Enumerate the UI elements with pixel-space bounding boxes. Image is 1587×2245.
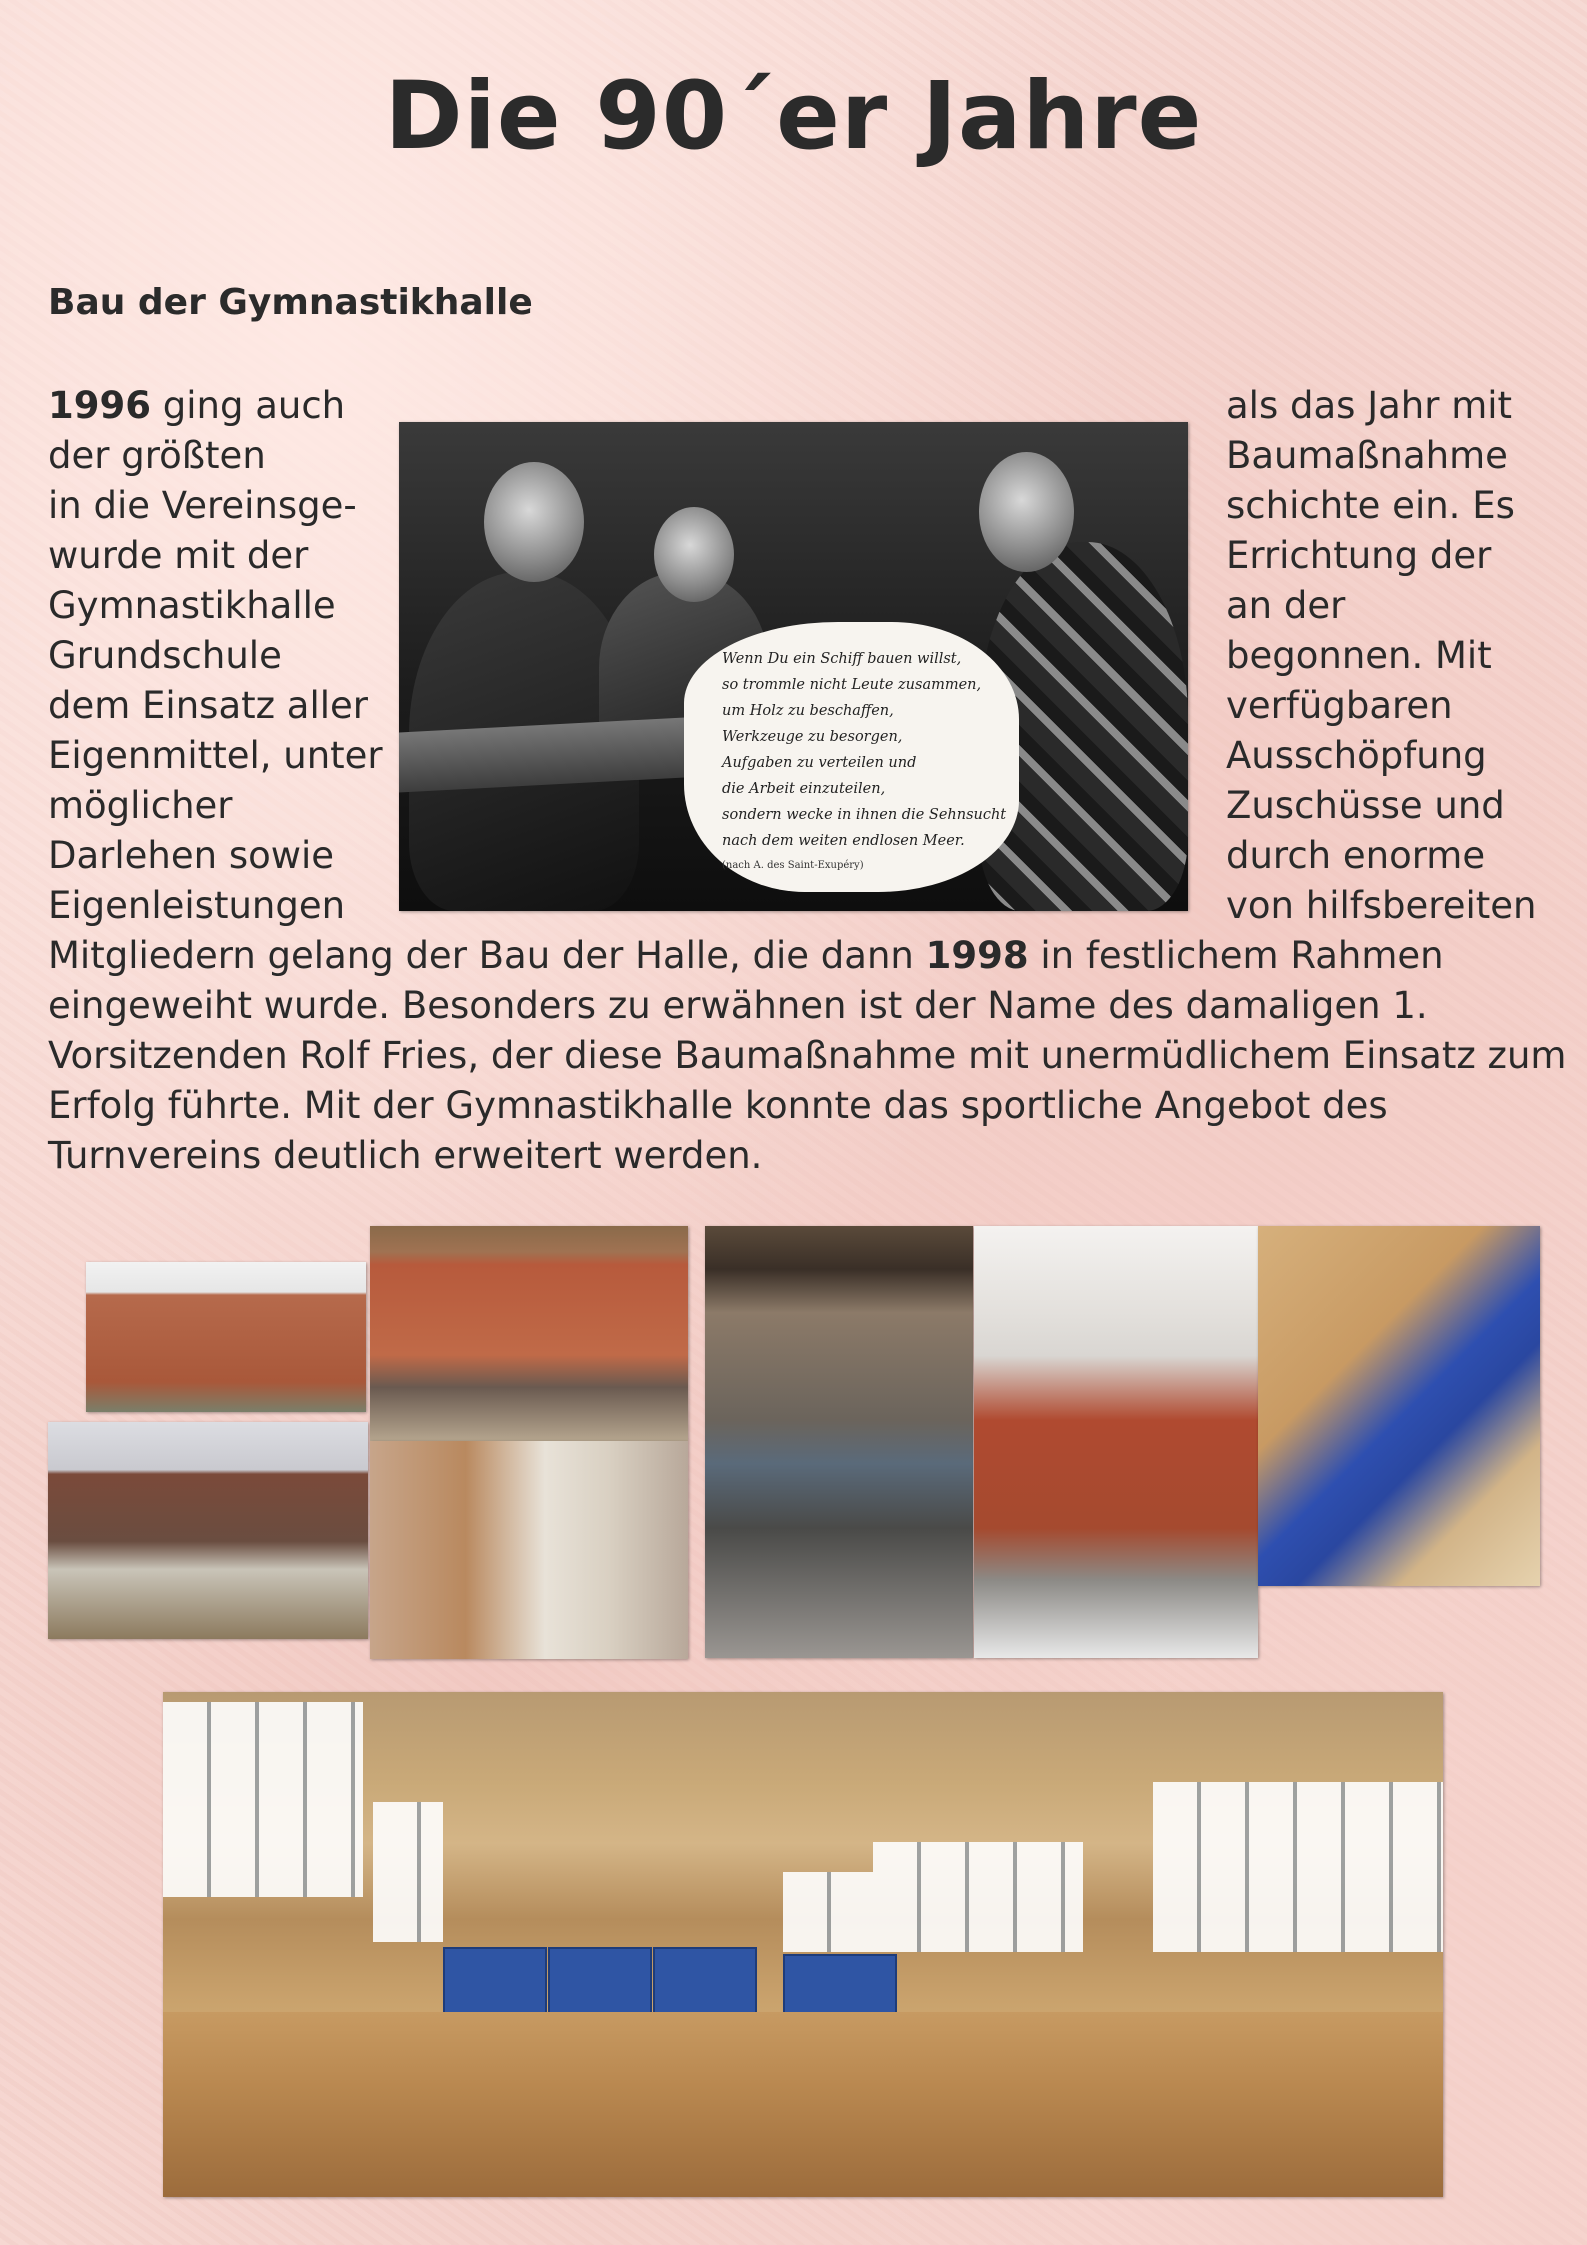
quote-line: Wenn Du ein Schiff bauen willst, [722,651,962,667]
section-heading: Bau der Gymnastikhalle [48,282,533,323]
hall-window [163,1702,363,1897]
quote-line: die Arbeit einzuteilen, [722,781,886,797]
text-line: Erfolg führte. Mit der Gymnastikhalle konnte das sportliche Angebot des [48,1084,1388,1127]
text-line: Errichtung der [1226,534,1492,577]
wall-mat [548,1947,652,2021]
text-line: Vorsitzenden Rolf Fries, der diese Baumaßnahme mit unermüdlichem Einsatz zum [48,1034,1567,1077]
text-line: Eigenmittel, unter [48,734,383,777]
text-line: 1996 ging auch [48,384,346,427]
text-line: Ausschöpfung [1226,734,1487,777]
quote-line: um Holz zu beschaffen, [722,703,894,719]
text-line: möglicher [48,784,233,827]
text-line: Grundschule [48,634,282,677]
text-line: Mitgliedern gelang der Bau der Halle, die dann 1998 in festlichem Rahmen [48,934,1444,977]
text-line: Darlehen sowie [48,834,335,877]
page-title: Die 90´er Jahre [384,62,1203,171]
quote-line: so trommle nicht Leute zusammen, [722,677,982,693]
person-head [979,452,1074,572]
photo-construction-worker-sawing [1258,1226,1540,1586]
photo-construction-exterior-wall [974,1226,1258,1658]
text-line: eingeweiht wurde. Besonders zu erwähnen ist der Name des damaligen 1. [48,984,1428,1027]
text-line: verfügbaren [1226,684,1453,727]
text-column-left [48,381,383,931]
photo-construction-workers-ladder [370,1441,688,1659]
photo-construction-building-scaffold [86,1262,366,1412]
wall-mat [783,1954,897,2018]
text-line: Turnvereins deutlich erweitert werden. [48,1134,763,1177]
quote-card [684,622,1019,892]
quote-line: sondern wecke in ihnen die Sehnsucht [722,807,1007,823]
quote-line: Werkzeuge zu besorgen, [722,729,903,745]
text-line: dem Einsatz aller [48,684,369,727]
person-head [484,462,584,582]
wall-mat [443,1947,547,2021]
quote-line: nach dem weiten endlosen Meer. [722,833,965,849]
wall-mat [653,1947,757,2021]
photo-construction-brick-interior [370,1226,688,1441]
hall-window [783,1872,873,1952]
photo-finished-gymnasium [163,1692,1443,2197]
text-line: an der [1226,584,1346,627]
hall-window [373,1802,443,1942]
text-line: wurde mit der [48,534,309,577]
photo-construction-workers-roof [48,1422,368,1639]
text-line: Zuschüsse und [1226,784,1505,827]
hall-floor [163,2012,1443,2197]
hall-window [873,1842,1083,1952]
text-line: begonnen. Mit [1226,634,1492,677]
photo-three-men-at-table [399,422,1188,911]
hall-window [1153,1782,1443,1952]
quote-attribution: (nach A. des Saint-Exupéry) [722,860,864,871]
text-line: von hilfsbereiten [1226,884,1537,927]
text-line: Eigenleistungen [48,884,346,927]
quote-line: Aufgaben zu verteilen und [722,755,917,771]
text-line: der größten [48,434,266,477]
text-line: durch enorme [1226,834,1486,877]
person-head [654,507,734,602]
photo-construction-hall-interior [705,1226,973,1658]
text-body-full-width [48,931,1566,1181]
text-line: als das Jahr mit [1226,384,1513,427]
text-line: Baumaßnahme [1226,434,1508,477]
text-line: schichte ein. Es [1226,484,1515,527]
text-line: Gymnastikhalle [48,584,336,627]
text-column-right [1226,381,1536,931]
text-line: in die Vereinsge- [48,484,357,527]
